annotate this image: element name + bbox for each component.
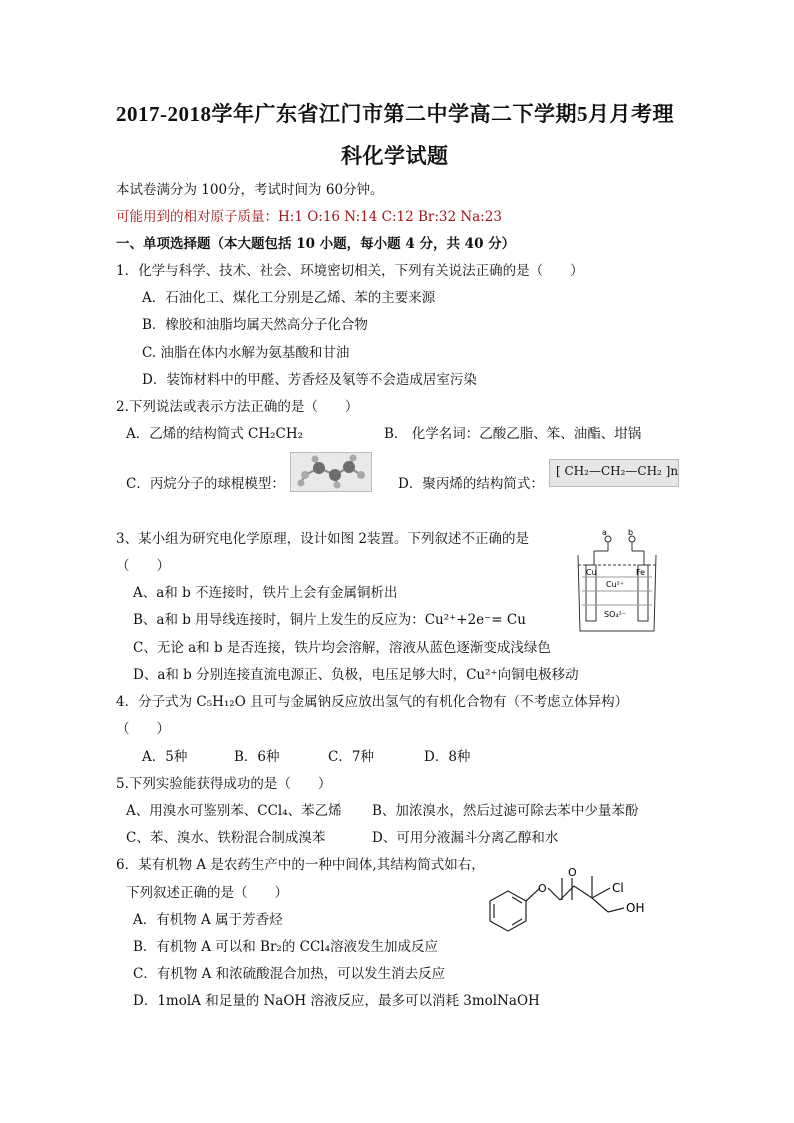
fig-label-b: b	[628, 528, 634, 537]
q1-option-d: D．装饰材料中的甲醛、芳香烃及氡等不会造成居室污染	[142, 372, 477, 388]
q4-stem-line2: （ ）	[116, 721, 170, 737]
q2-stem: 2.下列说法或表示方法正确的是（ ）	[116, 399, 359, 415]
compound-a-structure-figure	[478, 858, 668, 944]
q1-option-a: A．石油化工、煤化工分别是乙烯、苯的主要来源	[142, 290, 436, 306]
propane-ball-stick-image	[290, 452, 372, 492]
q5-stem: 5.下列实验能获得成功的是（ ）	[116, 776, 332, 792]
q4-option-c: C．7种	[328, 749, 374, 765]
q4-option-d: D．8种	[424, 749, 471, 765]
q4-stem-line1: 4．分子式为 C₅H₁₂O 且可与金属钠反应放出氢气的有机化合物有（不考虑立体异构）	[116, 694, 629, 710]
svg-text:O: O	[538, 882, 547, 895]
q2-option-d: D．聚丙烯的结构简式：	[398, 476, 544, 492]
q2-option-a: A．乙烯的结构简式 CH₂CH₂	[126, 426, 304, 442]
q5-option-d: D、可用分液漏斗分离乙醇和水	[372, 830, 559, 846]
q6-option-d: D．1molA 和足量的 NaOH 溶液反应，最多可以消耗 3molNaOH	[133, 993, 540, 1009]
q5-option-b: B、加浓溴水，然后过滤可除去苯中少量苯酚	[372, 803, 639, 819]
q3-option-a: A、a和 b 不连接时，铁片上会有金属铜析出	[133, 585, 398, 601]
q3-option-c: C、无论 a和 b 是否连接，铁片均会溶解，溶液从蓝色逐渐变成浅绿色	[133, 640, 551, 656]
page-title-line2: 科化学试题	[341, 144, 449, 168]
q6-option-c: C．有机物 A 和浓硫酸混合加热，可以发生消去反应	[133, 966, 446, 982]
atomic-mass-note: 可能用到的相对原子质量：H:1 O:16 N:14 C:12 Br:32 Na:23	[116, 209, 502, 225]
fig-label-cl: Cl	[612, 881, 624, 895]
q4-option-a: A．5种	[142, 749, 188, 765]
polypropylene-formula: [ CH₂—CH₂—CH₂ ]n	[556, 464, 679, 478]
q1-stem: 1．化学与科学、技术、社会、环境密切相关，下列有关说法正确的是（ ）	[116, 263, 584, 279]
q3-stem-line2: （ ）	[116, 558, 170, 574]
q5-option-c: C、苯、溴水、铁粉混合制成溴苯	[126, 830, 326, 846]
q5-option-a: A、用溴水可鉴别苯、CCl₄、苯乙烯	[126, 803, 342, 819]
q3-option-b: B、a和 b 用导线连接时，铜片上发生的反应为：Cu²⁺+2e⁻= Cu	[133, 612, 526, 628]
polypropylene-formula-image	[549, 459, 679, 487]
fig-label-a: a	[602, 528, 607, 537]
section-heading: 一、单项选择题（本大题包括 10 小题，每小题 4 分，共 40 分）	[116, 236, 516, 252]
fig-label-cu: Cu	[586, 568, 597, 577]
svg-text:O: O	[568, 866, 577, 879]
page-title-line1: 2017-2018学年广东省江门市第二中学高二下学期5月月考理	[116, 102, 674, 126]
q3-option-d: D、a和 b 分别连接直流电源正、负极，电压足够大时，Cu²⁺向铜电极移动	[133, 667, 579, 683]
q6-stem-line1: 6．某有机物 A 是农药生产中的一种中间体,其结构简式如右，	[116, 857, 485, 873]
score-note: 本试卷满分为 100分，考试时间为 60分钟。	[116, 182, 384, 198]
q3-stem-line1: 3、某小组为研究电化学原理，设计如图 2装置。下列叙述不正确的是	[116, 531, 529, 547]
q6-option-b: B．有机物 A 可以和 Br₂的 CCl₄溶液发生加成反应	[133, 939, 439, 955]
fig-label-fe: Fe	[636, 568, 646, 577]
q6-option-a: A．有机物 A 属于芳香烃	[133, 912, 283, 928]
q1-option-c: C. 油脂在体内水解为氨基酸和甘油	[142, 345, 350, 361]
q2-option-b: B． 化学名词：乙酸乙脂、笨、油酯、坩锅	[384, 426, 642, 442]
q2-option-c: C．丙烷分子的球棍模型：	[126, 476, 285, 492]
q6-stem-line2: 下列叙述正确的是（ ）	[126, 885, 288, 901]
fig-label-sulfate-ion: SO₄²⁻	[604, 610, 627, 619]
electrochem-apparatus-figure	[572, 525, 662, 635]
fig-label-oh: OH	[626, 901, 645, 915]
q1-option-b: B．橡胶和油脂均属天然高分子化合物	[142, 317, 368, 333]
q4-option-b: B．6种	[234, 749, 280, 765]
fig-label-cu-ion: Cu²⁺	[606, 580, 625, 589]
